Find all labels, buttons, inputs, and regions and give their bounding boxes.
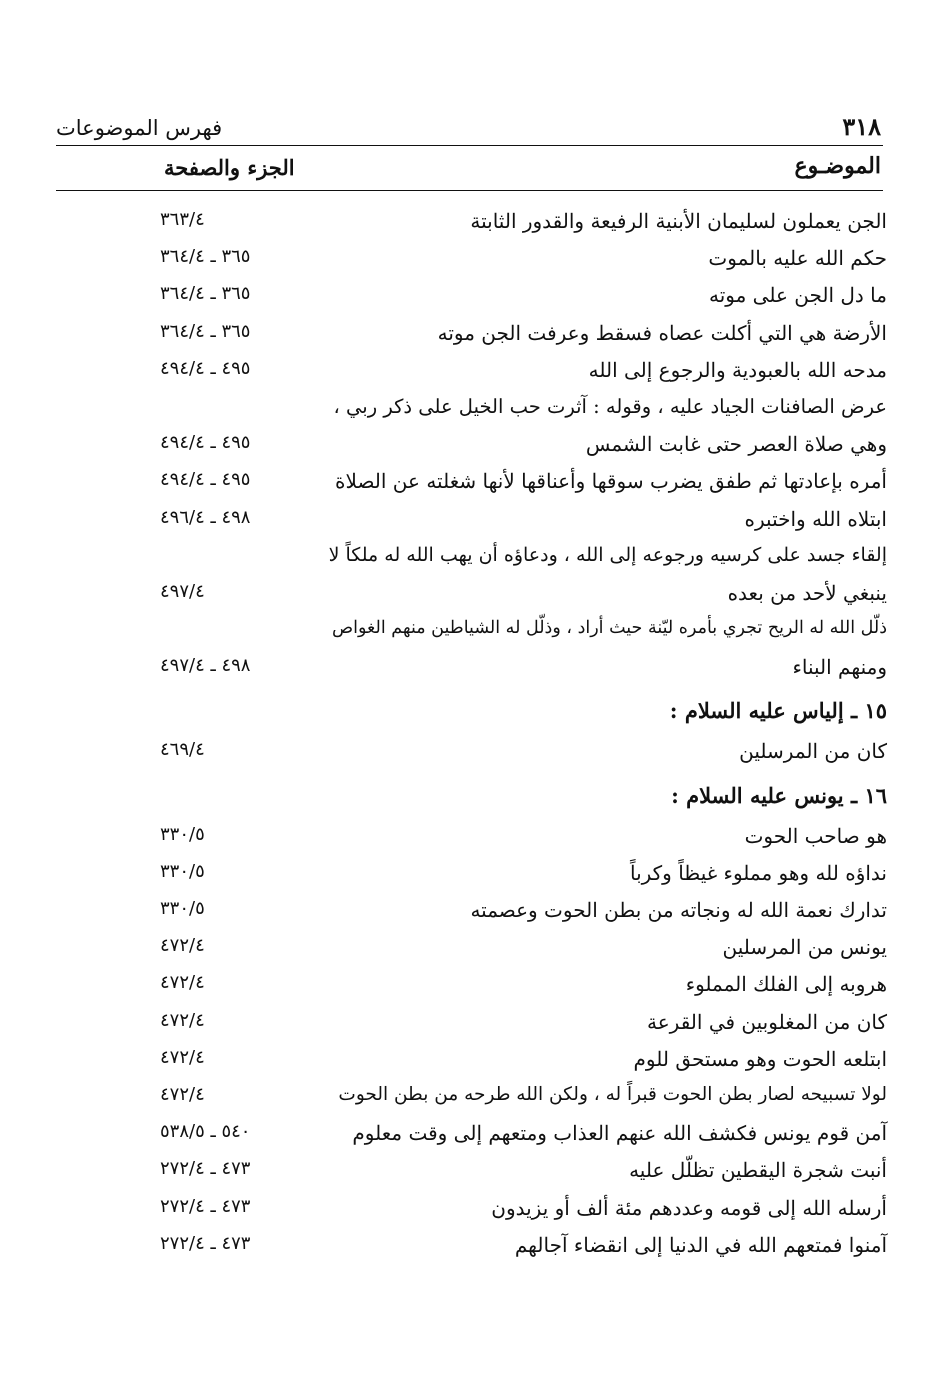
index-entry	[0, 391, 949, 428]
header-rule	[56, 145, 883, 146]
entry-topic: آمن قوم يونس فكشف الله عنهم العذاب ومتعهم إلى وقت معلوم	[352, 1121, 887, 1146]
entry-reference: ٤٧٢/٤	[160, 1046, 205, 1068]
entry-reference: ٥٤٠ ـ ٥٣٨/٥	[160, 1121, 251, 1143]
entry-topic: كان من المرسلين	[739, 739, 887, 764]
index-entry	[0, 577, 949, 614]
entry-topic: تدارك نعمة الله له ونجاته من بطن الحوت وعصمته	[470, 898, 887, 922]
entry-reference: ٣٦٥ ـ ٣٦٤/٤	[160, 283, 251, 305]
index-entry	[0, 465, 949, 502]
index-entry	[0, 968, 949, 1005]
entry-reference: ٤٧٢/٤	[160, 1083, 205, 1105]
entry-reference: ٤٩٨ ـ ٤٩٦/٤	[160, 506, 251, 528]
entry-topic: مدحه الله بالعبودية والرجوع إلى الله	[588, 357, 887, 382]
entry-reference: ٣٦٥ ـ ٣٦٤/٤	[160, 246, 251, 268]
entry-reference: ٤٧٣ ـ ٢٧٢/٤	[160, 1158, 251, 1180]
entry-topic: كان من المغلوبين في القرعة	[647, 1009, 887, 1034]
entry-topic: ذلّل الله له الريح تجري بأمره ليّنة حيث أراد ، وذلّل له الشياطين منهم الغواص	[331, 618, 887, 639]
index-entry	[0, 317, 949, 354]
entry-topic: حكم الله عليه بالموت	[708, 246, 887, 271]
section-title: ١٦ ـ يونس عليه السلام :	[671, 782, 887, 808]
entry-topic: الأرضة هي التي أكلت عصاه فسقط وعرفت الجن موته	[437, 320, 887, 345]
entry-topic: إلقاء جسد على كرسيه ورجوعه إلى الله ، ودعاؤه أن يهب الله له ملكاً لا	[328, 543, 887, 566]
entry-reference: ٣٣٠/٥	[160, 823, 205, 845]
entry-reference: ٣٣٠/٥	[160, 898, 205, 919]
entry-reference: ٤٩٥ ـ ٤٩٤/٤	[160, 357, 251, 379]
entry-topic: أرسله الله إلى قومه وعددهم مئة ألف أو يزيدون	[491, 1195, 887, 1220]
section-heading	[0, 688, 949, 735]
entry-topic: عرض الصافنات الجياد عليه ، وقوله : آثرت حب الخيل على ذكر ربي ،	[333, 394, 887, 418]
entry-topic: وهي صلاة العصر حتى غابت الشمس	[585, 432, 887, 457]
index-entries	[0, 205, 949, 1266]
entry-reference: ٣٣٠/٥	[160, 860, 205, 882]
entry-topic: هو صاحب الحوت	[744, 823, 887, 848]
entry-reference: ٤٩٧/٤	[160, 580, 205, 602]
index-entry	[0, 205, 949, 242]
entry-reference: ٤٩٥ ـ ٤٩٤/٤	[160, 432, 251, 454]
index-entry	[0, 931, 949, 968]
entry-topic: نداؤه لله وهو مملوء غيظاً وكرباً	[629, 860, 887, 885]
entry-reference: ٣٦٥ ـ ٣٦٤/٤	[160, 320, 251, 342]
entry-topic: آمنوا فمتعهم الله في الدنيا إلى انقضاء آجالهم	[514, 1232, 887, 1257]
index-entry	[0, 614, 949, 651]
entry-reference: ٤٧٣ ـ ٢٧٢/٤	[160, 1195, 251, 1217]
index-entry	[0, 279, 949, 316]
section-heading	[0, 773, 949, 820]
index-entry	[0, 820, 949, 857]
entry-topic: ابتلاه الله واختبره	[744, 506, 887, 531]
entry-reference: ٤٧٣ ـ ٢٧٢/٤	[160, 1232, 251, 1254]
column-header-topic: الموضـوع	[794, 153, 881, 179]
entry-topic: ما دل الجن على موته	[708, 283, 887, 308]
index-entry	[0, 1117, 949, 1154]
column-header-rule	[56, 190, 883, 191]
entry-topic: الجن يعملون لسليمان الأبنية الرفيعة والقدور الثابتة	[470, 209, 887, 233]
entry-reference: ٣٦٣/٤	[160, 209, 205, 230]
index-entry	[0, 857, 949, 894]
entry-topic: ومنهم البناء	[792, 655, 887, 680]
entry-topic: هروبه إلى الفلك المملوء	[685, 972, 887, 997]
index-entry	[0, 1006, 949, 1043]
index-entry	[0, 1192, 949, 1229]
entry-reference: ٤٧٢/٤	[160, 935, 205, 957]
section-title: ١٥ ـ إلياس عليه السلام :	[669, 698, 887, 724]
entry-reference: ٤٩٨ ـ ٤٩٧/٤	[160, 655, 251, 677]
index-entry	[0, 354, 949, 391]
entry-topic: أمره بإعادتها ثم طفق يضرب سوقها وأعناقها لأنها شغلته عن الصلاة	[335, 469, 887, 494]
column-header-reference: الجزء والصفحة	[164, 155, 295, 180]
entry-topic: لولا تسبيحه لصار بطن الحوت قبراً له ، ولكن الله طرحه من بطن الحوت	[338, 1083, 887, 1105]
entry-reference: ٤٩٥ ـ ٤٩٤/٤	[160, 469, 251, 491]
index-entry	[0, 894, 949, 931]
entry-reference: ٤٧٢/٤	[160, 1009, 205, 1031]
index-entry	[0, 242, 949, 279]
index-entry	[0, 1080, 949, 1117]
index-entry	[0, 1229, 949, 1266]
index-entry	[0, 540, 949, 577]
entry-topic: ينبغي لأحد من بعده	[727, 580, 887, 605]
index-entry	[0, 1154, 949, 1191]
entry-topic: ابتلعه الحوت وهو مستحق للوم	[633, 1046, 887, 1071]
entry-reference: ٤٦٩/٤	[160, 739, 205, 761]
running-title: فهرس الموضوعات	[56, 116, 223, 140]
index-entry	[0, 428, 949, 465]
index-entry	[0, 503, 949, 540]
index-entry	[0, 735, 949, 772]
entry-topic: أنبت شجرة اليقطين تظلّل عليه	[629, 1158, 887, 1183]
entry-topic: يونس من المرسلين	[722, 935, 887, 960]
index-entry	[0, 1043, 949, 1080]
page-number: ٣١٨	[842, 112, 881, 141]
entry-reference: ٤٧٢/٤	[160, 972, 205, 994]
index-entry	[0, 651, 949, 688]
